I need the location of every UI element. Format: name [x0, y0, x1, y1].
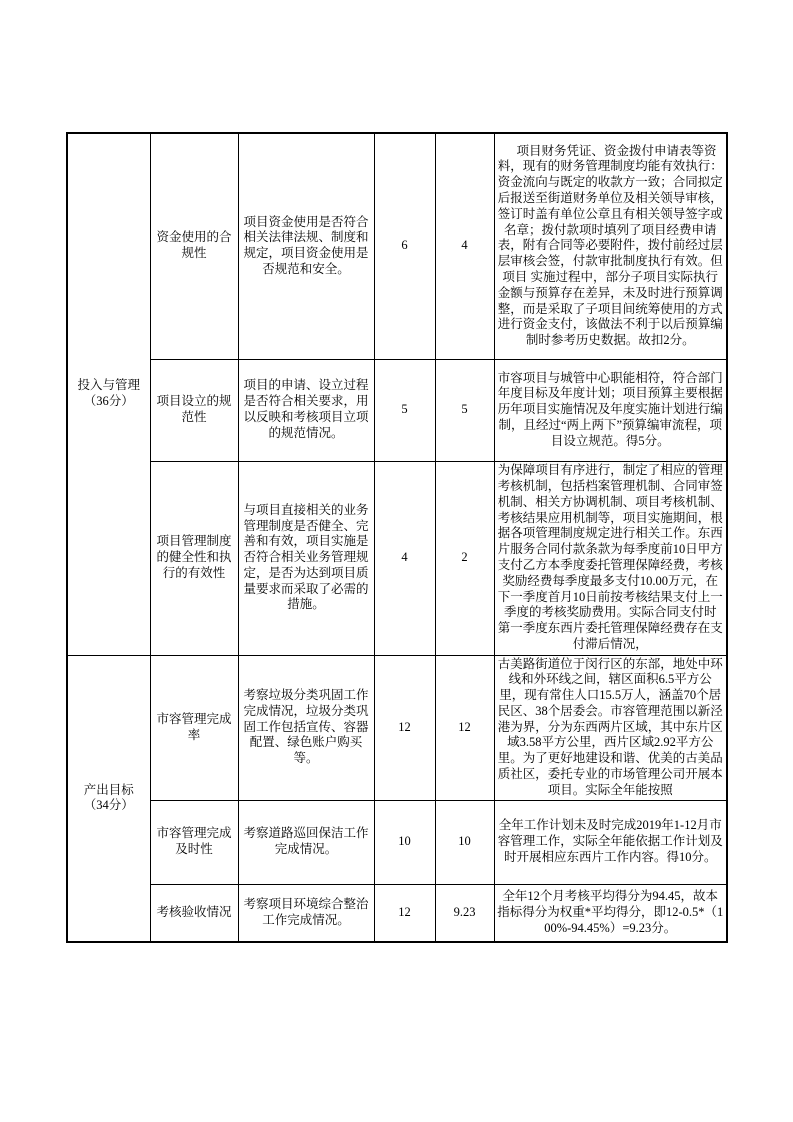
category-weight: （34分） [83, 798, 134, 813]
indicator-score: 12 [374, 655, 435, 800]
table-row [67, 800, 727, 884]
indicator-comment: 为保障项目有序进行，制定了相应的管理考核机制，包括档案管理机制、合同审签机制、相关方协调机制、项目考核机制、考核结果应用机制等，项目实施期间，根据各项管理制度规定进行相关工作。东西片服务合同付款条款为每季度前10日甲方支付乙方本季度委托管理保障经费，考核奖励经费每季度最多支付10.00万元，在下一季度首月10日前按考核结果支付上一季度的考核奖励费用。实际合同支付时 第一季度东西片委托管理保障经费存在支付滞后情况， [494, 461, 727, 655]
indicator-name: 考核验收情况 [150, 884, 238, 942]
category-weight: （36分） [83, 394, 134, 409]
indicator-rating: 9.23 [435, 884, 494, 942]
category-name: 产出目标 [83, 782, 134, 797]
indicator-comment: 全年12个月考核平均得分为94.45，故本指标得分为权重*平均得分，即12-0.5*（100%-94.45%）=9.23分。 [494, 884, 727, 942]
indicator-rating: 10 [435, 800, 494, 884]
indicator-rating: 4 [435, 133, 494, 359]
indicator-name: 资金使用的合规性 [150, 133, 238, 359]
table-row [67, 359, 727, 461]
indicator-name: 市容管理完成及时性 [150, 800, 238, 884]
indicator-criteria: 考察项目环境综合整治工作完成情况。 [238, 884, 374, 942]
indicator-criteria: 考察道路巡回保洁工作完成情况。 [238, 800, 374, 884]
indicator-score: 12 [374, 884, 435, 942]
indicator-rating: 2 [435, 461, 494, 655]
indicator-name: 项目设立的规范性 [150, 359, 238, 461]
indicator-rating: 12 [435, 655, 494, 800]
indicator-name: 市容管理完成率 [150, 655, 238, 800]
indicator-criteria: 考察垃圾分类巩固工作完成情况，垃圾分类巩固工作包括宣传、容器配置、绿色账户购买等。 [238, 655, 374, 800]
table-row [67, 133, 727, 359]
indicator-comment: 古美路街道位于闵行区的东部，地处中环线和外环线之间，辖区面积6.5平方公里，现有常住人口15.5万人，涵盖70个居民区、38个居委会。市容管理范围以新泾港为界，分为东西两片区域，其中东片区域3.58平方公里，西片区域2.92平方公里。为了更好地建设和谐、优美的古美品质社区，委托专业的市场管理公司开展本项目。实际全年能按照 [494, 655, 727, 800]
category-name: 投入与管理 [77, 378, 140, 393]
indicator-name: 项目管理制度的健全性和执行的有效性 [150, 461, 238, 655]
table-row [67, 461, 727, 655]
indicator-score: 5 [374, 359, 435, 461]
indicator-comment: 市容项目与城管中心职能相符，符合部门年度目标及年度计划；项目预算主要根据历年项目实施情况及年度实施计划进行编制，且经过“两上两下”预算编审流程，项目设立规范。得5分。 [494, 359, 727, 461]
category-cell-input-management [67, 133, 150, 655]
indicator-criteria: 与项目直接相关的业务管理制度是否健全、完善和有效，项目实施是否符合相关业务管理规定，是否为达到项目质量要求而采取了必需的措施。 [238, 461, 374, 655]
indicator-score: 4 [374, 461, 435, 655]
indicator-score: 10 [374, 800, 435, 884]
indicator-comment: 项目财务凭证、资金拨付申请表等资料，现有的财务管理制度均能有效执行：资金流向与既定的收款方一致；合同拟定后报送至街道财务单位及相关领导审核，签订时盖有单位公章且有相关领导签字或名章；拨付款项时填列了项目经费申请表，附有合同等必要附件，拨付前经过层层审核会签，付款审批制度执行有效。但项目 实施过程中，部分子项目实际执行金额与预算存在差异，未及时进行预算调整，而是采取了子项目间统筹使用的方式进行资金支付，该做法不利于以后预算编制时参考历史数据。故扣2分。 [494, 133, 727, 359]
indicator-rating: 5 [435, 359, 494, 461]
indicator-criteria: 项目的申请、设立过程是否符合相关要求，用以反映和考核项目立项的规范情况。 [238, 359, 374, 461]
performance-evaluation-table [66, 132, 728, 943]
table-row [67, 884, 727, 942]
indicator-comment: 全年工作计划未及时完成2019年1-12月市容管理工作，实际全年能依据工作计划及时开展相应东西片工作内容。得10分。 [494, 800, 727, 884]
table-row [67, 655, 727, 800]
indicator-criteria: 项目资金使用是否符合相关法律法规、制度和规定，项目资金使用是否规范和安全。 [238, 133, 374, 359]
category-cell-output-target [67, 655, 150, 942]
indicator-score: 6 [374, 133, 435, 359]
